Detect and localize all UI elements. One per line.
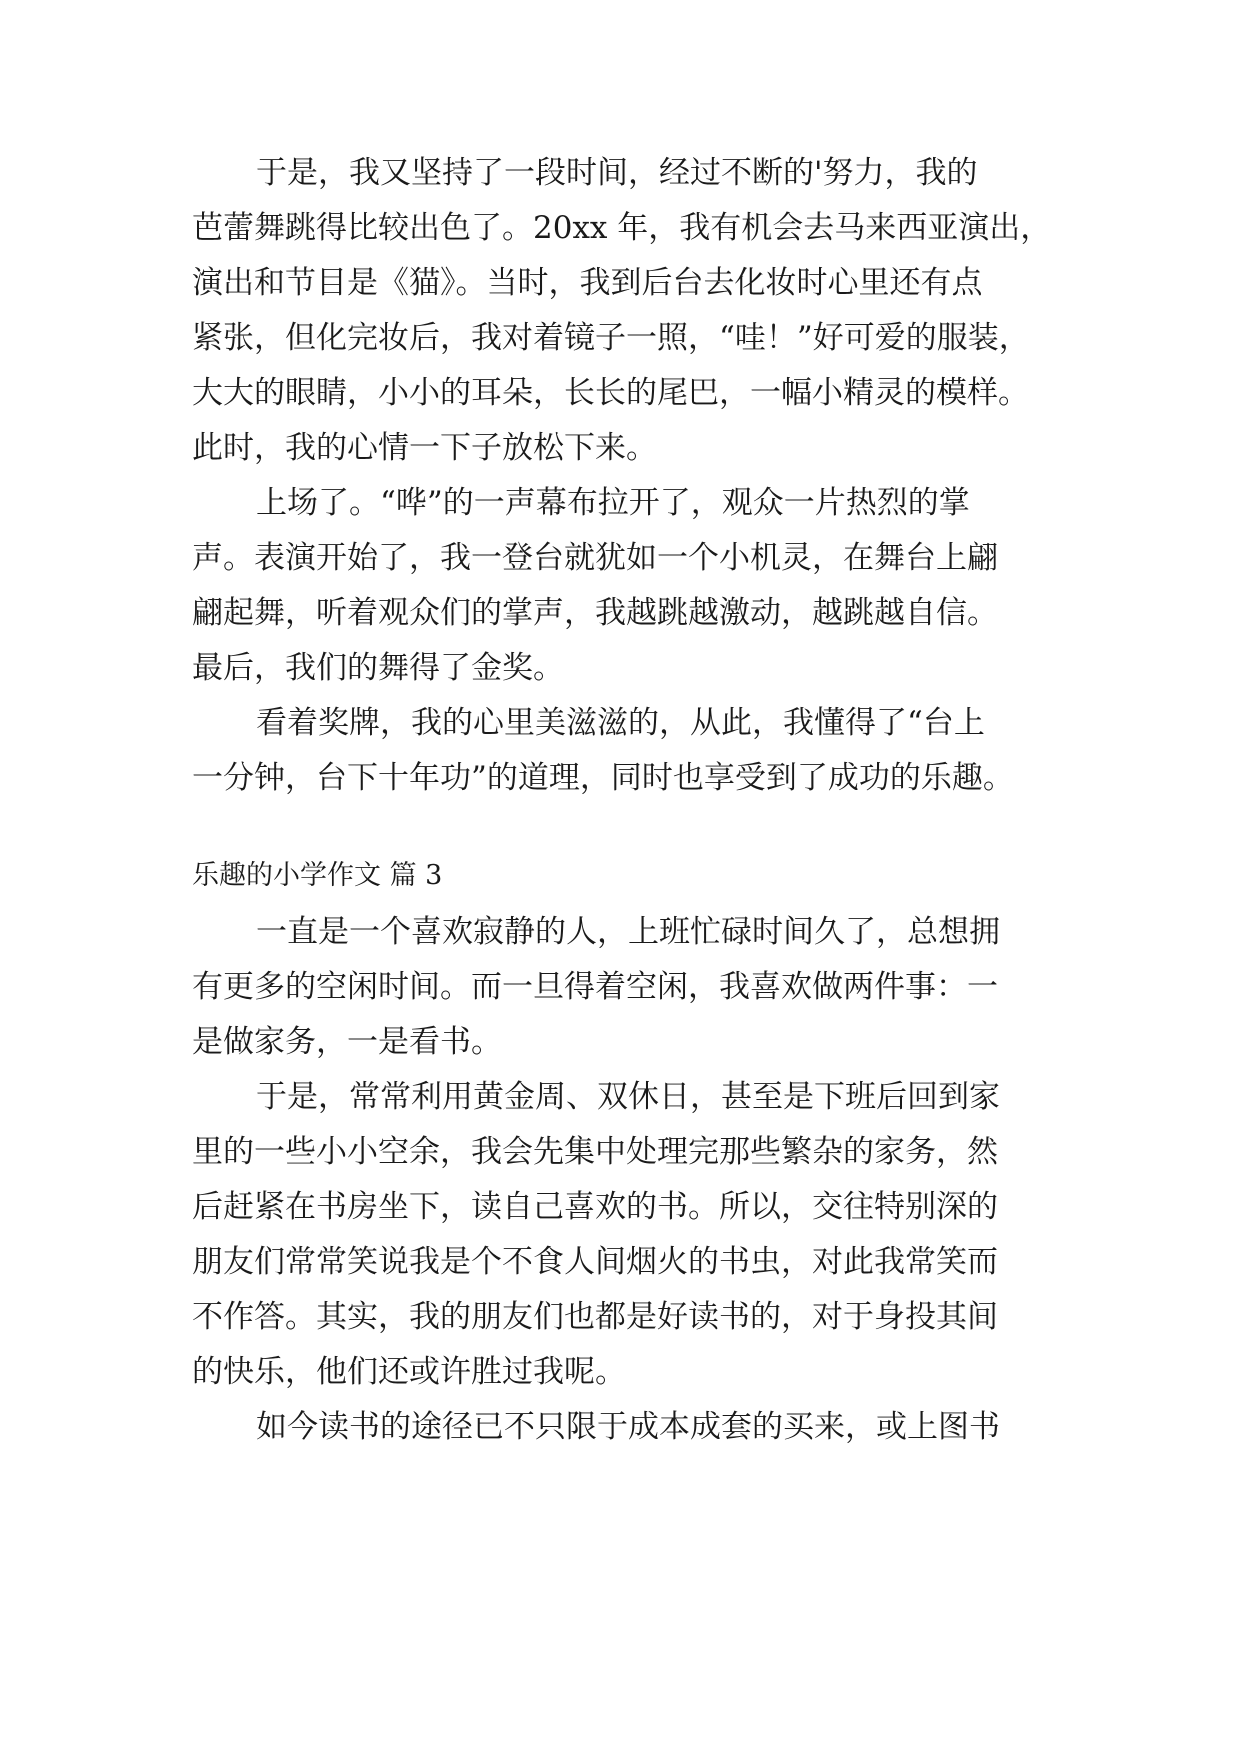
text-line: 此时，我的心情一下子放松下来。 — [192, 430, 657, 466]
text-line: 朋友们常常笑说我是个不食人间烟火的书虫，对此我常笑而 — [192, 1244, 998, 1280]
text-line: 芭蕾舞跳得比较出色了。20xx 年，我有机会去马来西亚演出， — [192, 210, 1052, 246]
text-line: 上场了。“哗”的一声幕布拉开了，观众一片热烈的掌 — [256, 485, 970, 521]
text-line: 看着奖牌，我的心里美滋滋的，从此，我懂得了“台上 — [256, 705, 985, 741]
text-line: 大大的眼睛，小小的耳朵，长长的尾巴，一幅小精灵的模样。 — [192, 375, 1029, 411]
text-line: 一直是一个喜欢寂静的人，上班忙碌时间久了，总想拥 — [256, 914, 1000, 950]
text-line: 翩起舞，听着观众们的掌声，我越跳越激动，越跳越自信。 — [192, 595, 998, 631]
text-line: 里的一些小小空余，我会先集中处理完那些繁杂的家务，然 — [192, 1134, 998, 1170]
text-line: 如今读书的途径已不只限于成本成套的买来，或上图书 — [256, 1409, 1000, 1445]
text-line: 有更多的空闲时间。而一旦得着空闲，我喜欢做两件事：一 — [192, 969, 998, 1005]
text-line: 最后，我们的舞得了金奖。 — [192, 650, 564, 686]
text-line: 于是，常常利用黄金周、双休日，甚至是下班后回到家 — [256, 1079, 1000, 1115]
text-line: 演出和节目是《猫》。当时，我到后台去化妆时心里还有点 — [192, 265, 983, 301]
text-line: 后赶紧在书房坐下，读自己喜欢的书。所以，交往特别深的 — [192, 1189, 998, 1225]
text-line: 一分钟，台下十年功”的道理，同时也享受到了成功的乐趣。 — [192, 760, 1014, 796]
section-heading: 乐趣的小学作文 篇 3 — [192, 860, 443, 891]
text-line: 的快乐，他们还或许胜过我呢。 — [192, 1354, 626, 1390]
text-line: 是做家务，一是看书。 — [192, 1024, 502, 1060]
text-line: 紧张，但化完妆后，我对着镜子一照，“哇！”好可爱的服装， — [192, 320, 1030, 356]
text-line: 于是，我又坚持了一段时间，经过不断的'努力，我的 — [256, 155, 978, 191]
text-line: 声。表演开始了，我一登台就犹如一个小机灵，在舞台上翩 — [192, 540, 998, 576]
text-line: 不作答。其实，我的朋友们也都是好读书的，对于身投其间 — [192, 1299, 998, 1335]
